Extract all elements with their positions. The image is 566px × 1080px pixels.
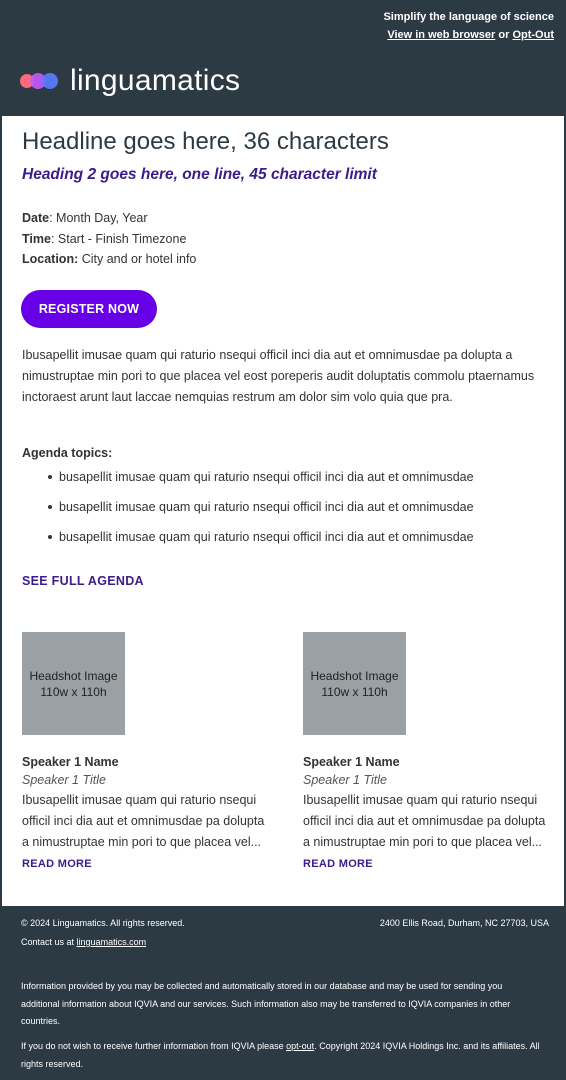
contact-prefix: Contact us at — [21, 937, 75, 947]
view-in-browser-link[interactable]: View in web browser — [387, 29, 496, 41]
speaker-bio — [303, 790, 553, 875]
list-item — [22, 496, 474, 526]
headshot-image — [22, 632, 125, 735]
footer-contact — [21, 937, 146, 947]
speaker-bio — [22, 790, 272, 875]
time-row — [22, 229, 196, 250]
bullet-icon — [48, 535, 52, 539]
agenda-item-text: busapellit imusae quam qui raturio nsequi officil inci dia aut et omnimusdae — [59, 500, 474, 514]
location-value: City and or hotel info — [78, 252, 197, 266]
opt-out-link[interactable]: Opt-Out — [512, 29, 554, 41]
footer-optout-link[interactable]: opt-out — [286, 1041, 315, 1051]
footer-copyright: © 2024 Linguamatics. All rights reserved. — [21, 918, 185, 928]
header-links — [387, 29, 554, 41]
agenda-item-text: busapellit imusae quam qui raturio nsequi officil inci dia aut et omnimusdae — [59, 530, 474, 544]
headshot-line-2: 110w x 110h — [321, 684, 388, 699]
headshot-placeholder-text — [310, 668, 398, 700]
email-header — [2, 0, 564, 116]
date-label: Date — [22, 211, 50, 225]
location-row — [22, 249, 196, 270]
location-label: Location: — [22, 252, 79, 266]
speaker-name: Speaker 1 Name — [303, 755, 400, 769]
logo-mark-icon — [18, 68, 64, 94]
headshot-line-2: 110w x 110h — [40, 684, 107, 699]
date-value: : Month Day, Year — [49, 211, 148, 225]
time-value: : Start - Finish Timezone — [50, 231, 187, 246]
speaker-card-1 — [22, 632, 272, 875]
heading-2: Heading 2 goes here, one line, 45 character limit — [22, 166, 377, 183]
footer-info: Information provided by you may be collected and automatically stored in our database and may be used for sending you additional information about IQVIA and our services. Such information also may be transferred to IQVIA companies in other countries. — [21, 981, 511, 1026]
headline: Headline goes here, 36 characters — [22, 128, 389, 155]
logo-text: linguamatics — [70, 64, 241, 97]
headshot-image — [303, 632, 406, 735]
headshot-line-1: Headshot Image — [29, 668, 118, 683]
speaker-bio-text: Ibusapellit imusae quam qui raturio nsequi officil inci dia aut et omnimusdae pa dolupta a nimustruptae min pori to que placea vel... — [303, 793, 546, 849]
time-label: Time — [22, 231, 51, 246]
agenda-title: Agenda topics: — [22, 446, 113, 460]
register-now-button[interactable]: REGISTER NOW — [21, 290, 157, 328]
headshot-line-1: Headshot Image — [310, 668, 399, 683]
read-more-link[interactable]: READ MORE — [303, 858, 373, 870]
brand-logo[interactable] — [18, 66, 240, 96]
headshot-placeholder-text — [29, 668, 117, 700]
bullet-icon — [48, 475, 52, 479]
email-footer — [2, 906, 564, 1080]
optout-prefix: If you do not wish to receive further information from IQVIA please — [21, 1041, 284, 1051]
speaker-title: Speaker 1 Title — [22, 773, 106, 787]
intro-paragraph: Ibusapellit imusae quam qui raturio nsequi officil inci dia aut et omnimusdae pa dolupta a nimustruptae min pori to que placea vel eost poreperis audit doluptatis commolu ptaernamus inctoraest arunt laut laccae nemquias restrum am dolor sim volo quia que pra. — [22, 348, 535, 404]
agenda-list — [22, 466, 474, 556]
date-row — [22, 208, 196, 229]
agenda-item-text: busapellit imusae quam qui raturio nsequi officil inci dia aut et omnimusdae — [59, 470, 474, 484]
list-item — [22, 526, 474, 556]
header-tagline: Simplify the language of science — [383, 11, 554, 23]
list-item — [22, 466, 474, 496]
read-more-link[interactable]: READ MORE — [22, 858, 92, 870]
see-full-agenda-link[interactable]: SEE FULL AGENDA — [22, 574, 144, 588]
or-text: or — [498, 29, 510, 41]
speaker-name: Speaker 1 Name — [22, 755, 119, 769]
speaker-bio-text: Ibusapellit imusae quam qui raturio nsequi officil inci dia aut et omnimusdae pa dolupta a nimustruptae min pori to que placea vel... — [22, 793, 265, 849]
event-details — [22, 208, 196, 270]
speaker-card-2 — [303, 632, 553, 875]
contact-link[interactable]: linguamatics.com — [76, 937, 147, 947]
speaker-title: Speaker 1 Title — [303, 773, 387, 787]
footer-optout — [21, 1038, 541, 1073]
bullet-icon — [48, 505, 52, 509]
optout-suffix: . Copyright 2024 IQVIA Holdings Inc. and its affiliates. All rights reserved. — [21, 1041, 540, 1069]
footer-address: 2400 Ellis Road, Durham, NC 27703, USA — [379, 918, 549, 928]
